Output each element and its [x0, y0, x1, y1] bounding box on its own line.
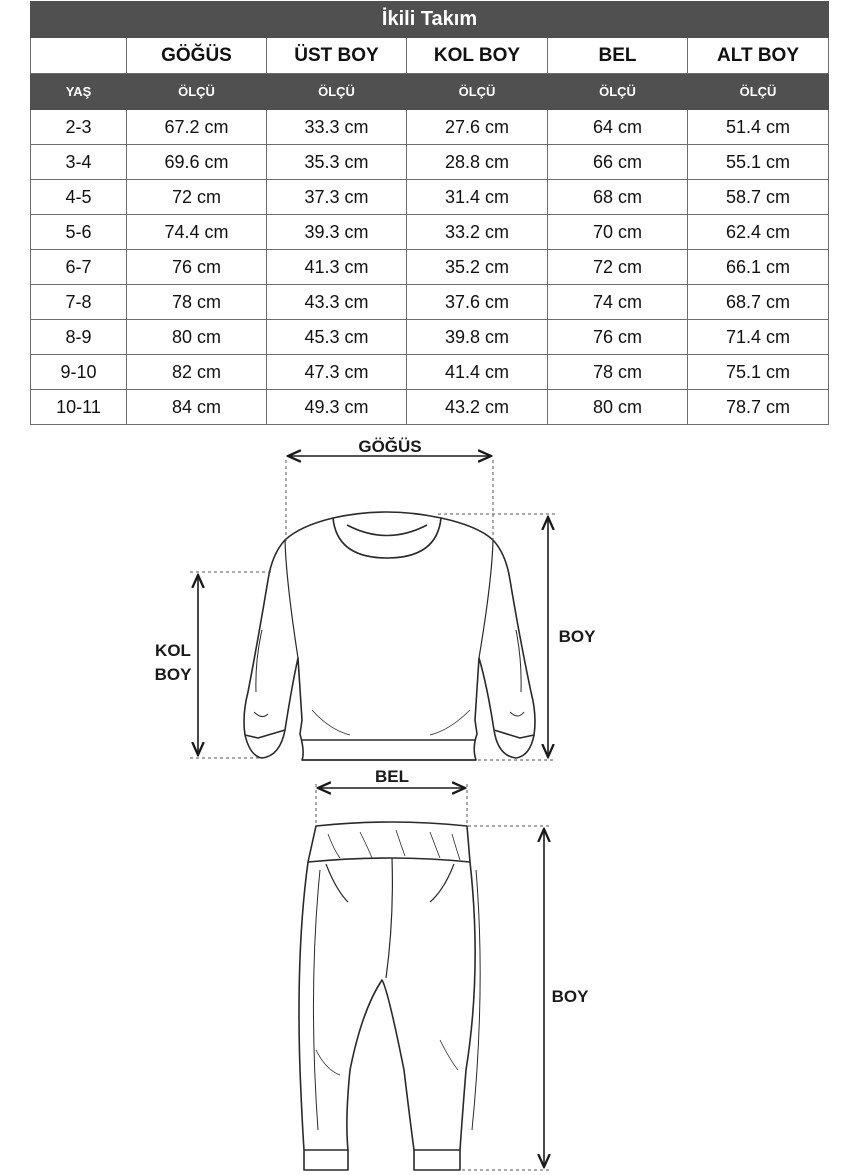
table-row	[31, 390, 829, 425]
measurement-cell: 55.1 cm	[688, 145, 829, 180]
table-title: İkili Takım	[31, 2, 829, 38]
measurement-cell: 35.3 cm	[267, 145, 407, 180]
age-cell: 5-6	[31, 215, 127, 250]
measurement-cell: 66.1 cm	[688, 250, 829, 285]
age-cell: 2-3	[31, 110, 127, 145]
age-cell: 10-11	[31, 390, 127, 425]
waist-label: BEL	[375, 767, 409, 786]
measurement-cell: 78.7 cm	[688, 390, 829, 425]
age-cell: 7-8	[31, 285, 127, 320]
measurement-diagram	[0, 430, 858, 1175]
column-header: ALT BOY	[688, 38, 829, 74]
measurement-cell: 49.3 cm	[267, 390, 407, 425]
measurement-cell: 37.3 cm	[267, 180, 407, 215]
measurement-cell: 37.6 cm	[407, 285, 548, 320]
table-row	[31, 355, 829, 390]
measurement-cell: 82 cm	[127, 355, 267, 390]
subheader: ÖLÇÜ	[688, 74, 829, 110]
sweatshirt-illustration	[244, 512, 535, 760]
measurement-cell: 41.4 cm	[407, 355, 548, 390]
subheader: ÖLÇÜ	[407, 74, 548, 110]
subheader: ÖLÇÜ	[267, 74, 407, 110]
column-header: ÜST BOY	[267, 38, 407, 74]
measurement-cell: 39.8 cm	[407, 320, 548, 355]
measurement-cell: 71.4 cm	[688, 320, 829, 355]
age-cell: 9-10	[31, 355, 127, 390]
sleeve-label-line1: KOL	[155, 641, 191, 660]
column-header: BEL	[548, 38, 688, 74]
subheader-row	[31, 74, 829, 110]
table-row	[31, 250, 829, 285]
measurement-cell: 74 cm	[548, 285, 688, 320]
measurement-cell: 33.2 cm	[407, 215, 548, 250]
age-cell: 6-7	[31, 250, 127, 285]
measurement-cell: 51.4 cm	[688, 110, 829, 145]
measurement-cell: 78 cm	[548, 355, 688, 390]
measurement-cell: 66 cm	[548, 145, 688, 180]
measurement-cell: 58.7 cm	[688, 180, 829, 215]
measurement-cell: 75.1 cm	[688, 355, 829, 390]
garment-sketch	[0, 430, 858, 1175]
pants-illustration	[299, 822, 480, 1170]
measurement-cell: 84 cm	[127, 390, 267, 425]
table-row	[31, 145, 829, 180]
table-row	[31, 320, 829, 355]
sweatshirt-arrows	[198, 456, 548, 757]
measurement-cell: 27.6 cm	[407, 110, 548, 145]
measurement-cell: 74.4 cm	[127, 215, 267, 250]
measurement-cell: 68.7 cm	[688, 285, 829, 320]
measurement-cell: 31.4 cm	[407, 180, 548, 215]
measurement-cell: 62.4 cm	[688, 215, 829, 250]
measurement-cell: 76 cm	[127, 250, 267, 285]
measurement-cell: 80 cm	[127, 320, 267, 355]
age-cell: 3-4	[31, 145, 127, 180]
size-table	[30, 1, 829, 425]
measurement-cell: 70 cm	[548, 215, 688, 250]
column-header: KOL BOY	[407, 38, 548, 74]
measurement-cell: 45.3 cm	[267, 320, 407, 355]
measurement-cell: 35.2 cm	[407, 250, 548, 285]
measurement-cell: 43.2 cm	[407, 390, 548, 425]
bottom-length-label: BOY	[551, 987, 589, 1006]
age-cell: 4-5	[31, 180, 127, 215]
measurement-cell: 68 cm	[548, 180, 688, 215]
measurement-cell: 76 cm	[548, 320, 688, 355]
measurement-cell: 78 cm	[127, 285, 267, 320]
column-header-row	[31, 38, 829, 74]
measurement-cell: 72 cm	[127, 180, 267, 215]
measurement-cell: 33.3 cm	[267, 110, 407, 145]
measurement-cell: 69.6 cm	[127, 145, 267, 180]
table-row	[31, 180, 829, 215]
subheader: ÖLÇÜ	[548, 74, 688, 110]
measurement-cell: 39.3 cm	[267, 215, 407, 250]
table-row	[31, 285, 829, 320]
measurement-cell: 47.3 cm	[267, 355, 407, 390]
measurement-cell: 67.2 cm	[127, 110, 267, 145]
measurement-cell: 43.3 cm	[267, 285, 407, 320]
subheader: YAŞ	[31, 74, 127, 110]
table-row	[31, 215, 829, 250]
column-header	[31, 38, 127, 74]
column-header: GÖĞÜS	[127, 38, 267, 74]
table-row	[31, 110, 829, 145]
measurement-cell: 28.8 cm	[407, 145, 548, 180]
measurement-cell: 72 cm	[548, 250, 688, 285]
top-length-label: BOY	[558, 627, 596, 646]
subheader: ÖLÇÜ	[127, 74, 267, 110]
age-cell: 8-9	[31, 320, 127, 355]
measurement-cell: 64 cm	[548, 110, 688, 145]
measurement-cell: 41.3 cm	[267, 250, 407, 285]
table-title-row	[31, 2, 829, 38]
chest-label: GÖĞÜS	[358, 437, 422, 456]
sleeve-label-line2: BOY	[154, 665, 192, 684]
measurement-cell: 80 cm	[548, 390, 688, 425]
